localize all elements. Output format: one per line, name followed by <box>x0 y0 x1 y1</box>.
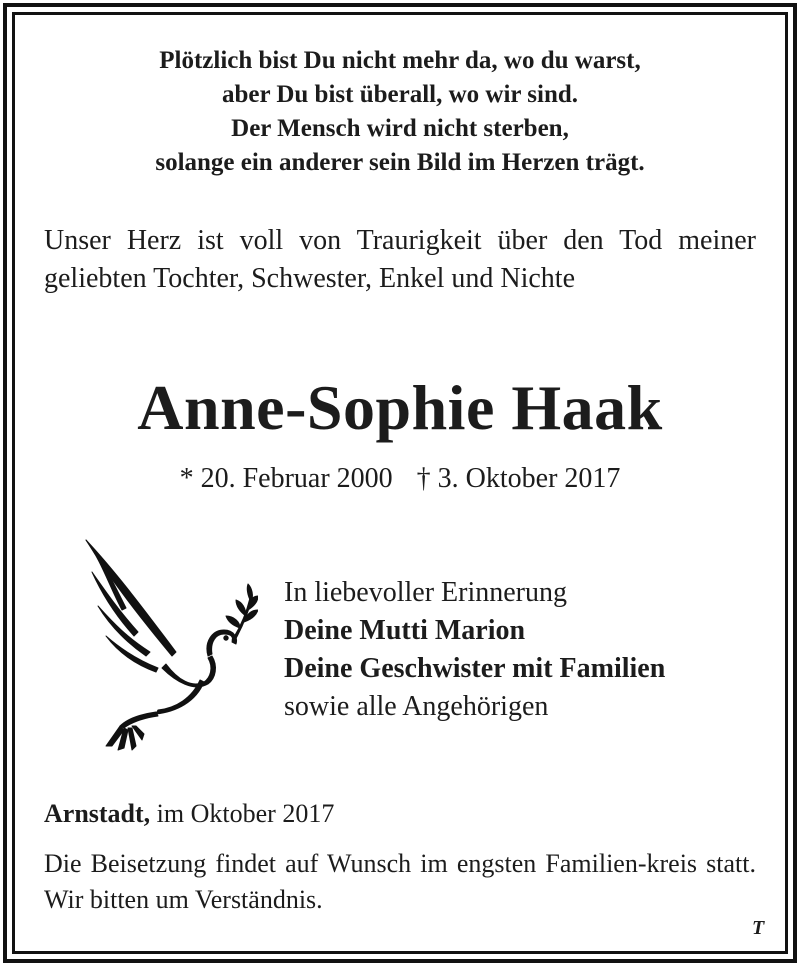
mourners-line-3: Deine Geschwister mit Familien <box>284 653 666 684</box>
place-date <box>44 796 334 832</box>
motto-line-2: aber Du bist überall, wo wir sind. <box>221 81 579 108</box>
motto-line-3: Der Mensch wird nicht sterben, <box>231 115 569 142</box>
mourners-block <box>284 574 665 726</box>
birth-date: * 20. Februar 2000 <box>179 463 393 494</box>
mourners-line-4: sowie alle Angehörigen <box>284 691 549 722</box>
place-city: Arnstadt, <box>44 799 151 828</box>
deceased-name: Anne-Sophie Haak <box>137 372 663 443</box>
motto-line-4: solange ein anderer sein Bild im Herzen trägt. <box>155 149 645 176</box>
motto-quote <box>0 44 800 180</box>
mourners-line-1: In liebevoller Erinnerung <box>284 577 568 608</box>
mourners-line-2: Deine Mutti Marion <box>284 615 526 646</box>
intro-text: Unser Herz ist voll von Traurigkeit über den Tod meiner geliebten Tochter, Schwester, Enkel und Nichte <box>44 225 756 294</box>
place-month: im Oktober 2017 <box>150 799 335 828</box>
dove-with-olive-branch-icon <box>76 532 258 754</box>
life-dates <box>0 460 800 498</box>
death-date: † 3. Oktober 2017 <box>416 463 621 494</box>
publisher-logo: T <box>752 917 765 939</box>
motto-line-1: Plötzlich bist Du nicht mehr da, wo du warst, <box>159 47 641 74</box>
funeral-notice: Die Beisetzung findet auf Wunsch im engsten Familien-kreis statt. Wir bitten um Verständnis. <box>44 849 756 914</box>
